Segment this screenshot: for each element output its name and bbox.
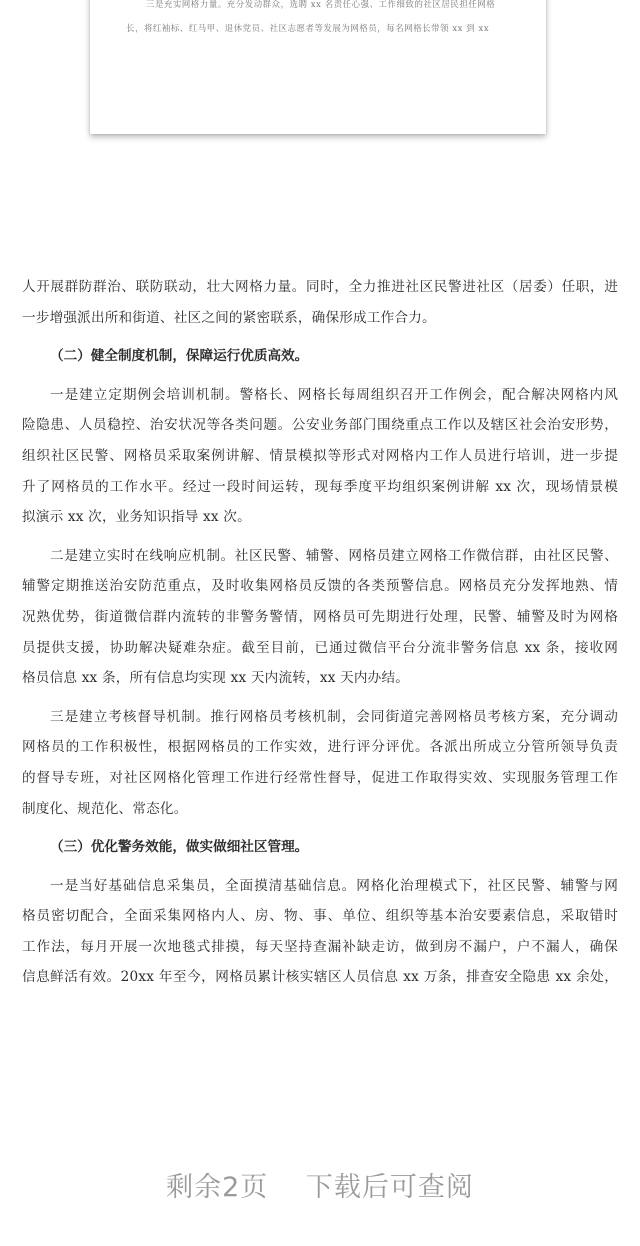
download-prompt[interactable]	[0, 1165, 640, 1204]
text-line: 险隐患、人员稳控、治安状况等各类问题。公安业务部门围绕重点工作以及辖区社会治安形势，	[22, 417, 618, 434]
text-line: 一是当好基础信息采集员，全面摸清基础信息。网格化治理模式下，社区民警、辅警与网	[50, 877, 618, 894]
text-line: 二是建立实时在线响应机制。社区民警、辅警、网格员建立网格工作微信群，由社区民警、	[50, 547, 618, 564]
text-line: 格员信息 xx 条，所有信息均实现 xx 天内流转，xx 天内办结。	[22, 670, 410, 687]
text-line: 员提供支援，协助解决疑难杂症。截至目前，已通过微信平台分流非警务信息 xx 条，接收网	[22, 639, 618, 656]
remaining-pages-label: 剩余2页	[166, 1172, 269, 1203]
text-line: 三是建立考核督导机制。推行网格员考核机制，会同街道完善网格员考核方案，充分调动	[50, 708, 618, 725]
paragraph	[22, 871, 618, 993]
text-line: 一步增强派出所和街道、社区之间的紧密联系，确保形成工作合力。	[22, 309, 436, 326]
section-heading: （二）健全制度机制，保障运行优质高效。	[50, 348, 309, 365]
text-line: 一是建立定期例会培训机制。警格长、网格长每周组织召开工作例会，配合解决网格内风	[50, 386, 618, 403]
text-line: 组织社区民警、网格员采取案例讲解、情景模拟等形式对网格内工作人员进行培训，进一步提	[22, 447, 618, 464]
text-line: 格员密切配合，全面采集网格内人、房、物、事、单位、组织等基本治安要素信息，采取错时	[22, 908, 618, 925]
download-to-view-label: 下载后可查阅	[305, 1172, 474, 1203]
text-line: 制度化、规范化、常态化。	[22, 800, 188, 817]
text-line: 拟演示 xx 次，业务知识指导 xx 次。	[22, 509, 251, 526]
paragraph	[22, 702, 618, 824]
text-line: 况熟优势，街道微信群内流转的非警务警情，网格员可先期进行处理，民警、辅警及时为网格	[22, 608, 618, 625]
text-line: 升了网格员的工作水平。经过一段时间运转，现每季度平均组织案例讲解 xx 次，现场情景模	[22, 478, 618, 495]
previous-page-preview	[90, 0, 546, 134]
text-line: 工作法，每月开展一次地毯式排摸，每天坚持查漏补缺走访，做到房不漏户，户不漏人，确保	[22, 938, 618, 955]
text-line: 辅警定期推送治安防范重点，及时收集网格员反馈的各类预警信息。网格员充分发挥地熟、情	[22, 578, 618, 595]
paragraph	[22, 272, 618, 333]
preview-line: 长，将红袖标、红马甲、退休党员、社区志愿者等发展为网格员，每名网格长带领 xx 到 xx	[126, 23, 490, 33]
document-body	[22, 272, 618, 993]
section-heading: （三）优化警务效能，做实做细社区管理。	[50, 839, 309, 856]
text-line: 信息鲜活有效。20xx 年至今，网格员累计核实辖区人员信息 xx 万条，排查安全隐患 xx 余处，	[22, 969, 618, 986]
paragraph	[22, 380, 618, 533]
text-line: 网格员的工作积极性，根据网格员的工作实效，进行评分评优。各派出所成立分管所领导负责	[22, 739, 618, 756]
text-line: 的督导专班，对社区网格化管理工作进行经常性督导，促进工作取得实效、实现服务管理工作	[22, 769, 618, 786]
preview-line: 三是充实网格力量。充分发动群众，选聘 xx 名责任心强、工作细致的社区居民担任网格	[146, 0, 496, 9]
text-line: 人开展群防群治、联防联动，壮大网格力量。同时，全力推进社区民警进社区（居委）任职，进	[22, 279, 618, 295]
paragraph	[22, 541, 618, 694]
